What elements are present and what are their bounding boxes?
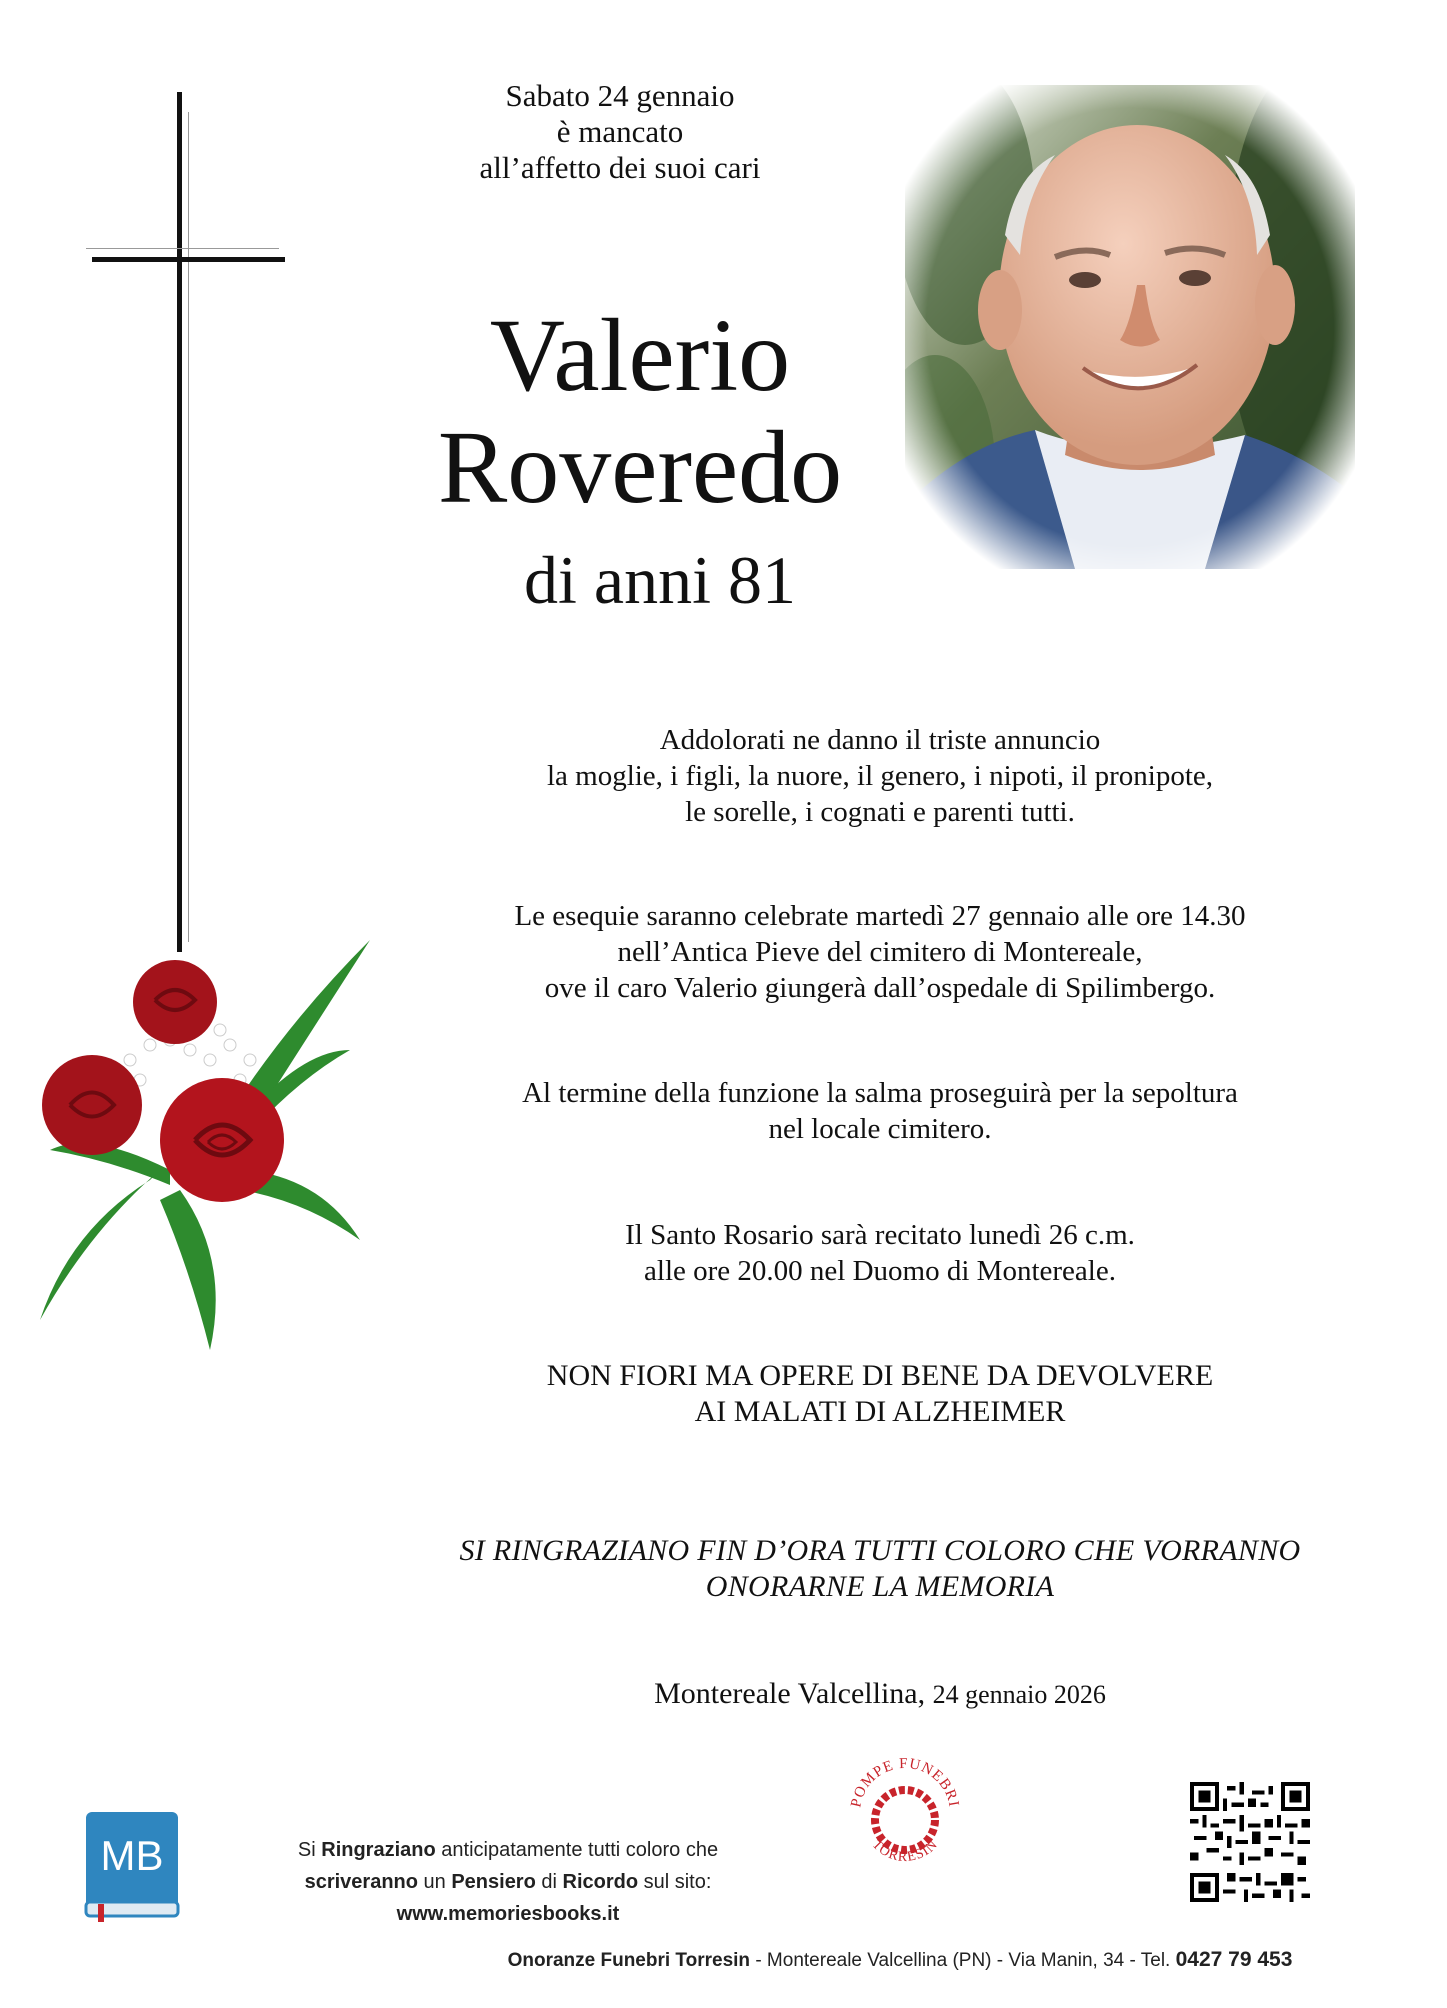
footer-msg-part: Si [297, 1839, 322, 1861]
announcement-line: nell’Antica Pieve del cimitero di Montereale, [617, 936, 1143, 968]
footer-msg-line-2 [258, 1866, 758, 1898]
footer-thanks-message [258, 1834, 758, 1930]
cross-shadow-vertical [188, 112, 189, 942]
portrait-photo [905, 85, 1355, 569]
announcement-line: ONORARNE LA MEMORIA [705, 1570, 1055, 1603]
footer-msg-part: sul sito: [638, 1871, 712, 1893]
deceased-age: di anni 81 [524, 542, 796, 618]
announcement-family [420, 722, 1340, 830]
announcement-line: la moglie, i figli, la nuore, il genero, i nipoti, il pronipote, [546, 760, 1214, 792]
logo-text: MB [100, 1832, 164, 1879]
footer-msg-part: di [535, 1871, 563, 1893]
intro-line-1: Sabato 24 gennaio [505, 78, 735, 113]
svg-text:POMPE FUNEBRI [848, 1756, 961, 1809]
announcement-line: NON FIORI MA OPERE DI BENE DA DEVOLVERE [546, 1359, 1214, 1392]
announcement-line: Addolorati ne danno il triste annuncio [659, 724, 1101, 756]
place-and-date [420, 1676, 1340, 1713]
footer-site-link[interactable] [258, 1898, 758, 1930]
announcement-date: 24 gennaio 2026 [932, 1680, 1106, 1709]
deceased-first-name: Valerio [489, 298, 791, 413]
announcement-thanks [420, 1533, 1340, 1605]
place-name: Montereale Valcellina, [654, 1677, 926, 1710]
company-address: - Montereale Valcellina (PN) - Via Manin, 34 - Tel. [750, 1950, 1176, 1971]
footer-msg-part: anticipatamente tutti coloro che [435, 1839, 719, 1861]
seal-bottom-text: TORRESIN [868, 1837, 942, 1866]
intro-text [420, 78, 820, 186]
announcement-line: Le esequie saranno celebrate martedì 27 gennaio alle ore 14.30 [514, 900, 1246, 932]
company-name: Onoranze Funebri Torresin [507, 1950, 751, 1971]
announcement-line: SI RINGRAZIANO FIN D’ORA TUTTI COLORO CHE VORRANNO [459, 1534, 1301, 1567]
svg-text:TORRESIN [869, 1837, 941, 1865]
announcement-line: alle ore 20.00 nel Duomo di Montereale. [644, 1255, 1116, 1287]
qr-code-icon [1190, 1782, 1310, 1902]
footer-msg-line-1 [258, 1834, 758, 1866]
announcement-funeral [420, 898, 1340, 1006]
announcement-line: Al termine della funzione la salma proseguirà per la sepoltura [522, 1077, 1238, 1109]
footer-msg-bold: scriveranno [304, 1871, 418, 1893]
qr-code[interactable] [1190, 1782, 1310, 1902]
intro-line-2: è mancato [556, 114, 684, 149]
announcement-line: le sorelle, i cognati e parenti tutti. [685, 796, 1075, 828]
intro-line-3: all’affetto dei suoi cari [479, 150, 761, 185]
footer-msg-bold: Ringraziano [321, 1839, 436, 1861]
portrait-illustration [905, 85, 1355, 569]
announcement-rosary [420, 1217, 1340, 1289]
funeral-home-info [420, 1948, 1380, 1972]
footer-msg-part: un [417, 1871, 452, 1893]
cross-vertical-bar [177, 92, 182, 952]
pompe-funebri-seal [840, 1748, 970, 1878]
announcement-line: nel locale cimitero. [768, 1113, 992, 1145]
deceased-last-name: Roveredo [437, 410, 843, 525]
book-icon [84, 1810, 182, 1922]
footer-msg-bold: Ricordo [562, 1871, 639, 1893]
rose-bouquet-illustration [30, 930, 380, 1360]
announcement-donations [420, 1358, 1340, 1430]
cross-horizontal-bar [92, 257, 285, 262]
seal-emblem-icon [840, 1748, 970, 1878]
rose-bouquet [30, 930, 380, 1360]
site-url[interactable]: www.memoriesbooks.it [396, 1903, 620, 1925]
seal-top-text: POMPE FUNEBRI [848, 1755, 962, 1809]
announcement-line: Il Santo Rosario sarà recitato lunedì 26 c.m. [625, 1219, 1135, 1251]
announcement-line: AI MALATI DI ALZHEIMER [694, 1395, 1066, 1428]
announcement-burial [420, 1075, 1340, 1147]
announcement-line: ove il caro Valerio giungerà dall’ospedale di Spilimbergo. [544, 972, 1216, 1004]
memoriesbooks-logo[interactable] [84, 1810, 182, 1922]
footer-msg-bold: Pensiero [451, 1871, 536, 1893]
cross-shadow-horizontal [86, 248, 279, 249]
company-phone[interactable]: 0427 79 453 [1175, 1948, 1293, 1971]
